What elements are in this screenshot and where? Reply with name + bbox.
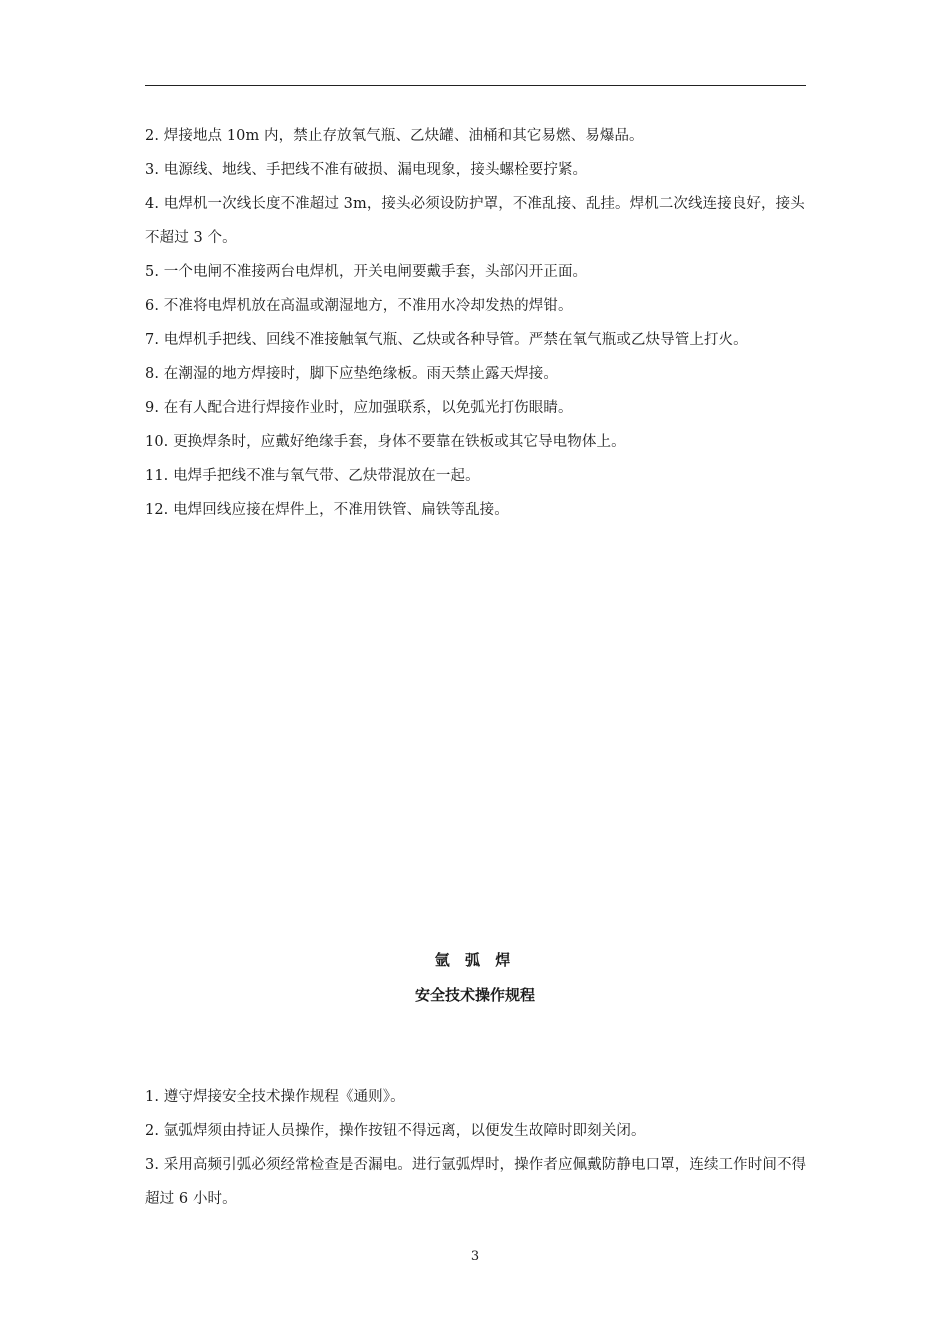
argon-rule-item-3: 3. 采用高频引弧必须经常检查是否漏电。进行氩弧焊时，操作者应佩戴防静电口罩，连续工作时间不得超过 6 小时。: [145, 1157, 807, 1207]
header-rule: [145, 85, 806, 86]
rule-item-2: 2. 焊接地点 10m 内，禁止存放氧气瓶、乙炔罐、油桶和其它易燃、易爆品。: [145, 128, 644, 144]
rule-item-3: 3. 电源线、地线、手把线不准有破损、漏电现象，接头螺栓要拧紧。: [145, 162, 588, 178]
argon-rule-item-2: 2. 氩弧焊须由持证人员操作，操作按钮不得远离，以便发生故障时即刻关闭。: [145, 1123, 646, 1139]
rule-item-7: 7. 电焊机手把线、回线不准接触氧气瓶、乙炔或各种导管。严禁在氧气瓶或乙炔导管上打火。: [145, 332, 748, 348]
argon-arc-rules-list: [145, 1080, 810, 1216]
welding-rules-list: [145, 119, 810, 527]
rule-item-9: 9. 在有人配合进行焊接作业时，应加强联系，以免弧光打伤眼睛。: [145, 400, 573, 416]
rule-item-5: 5. 一个电闸不准接两台电焊机，开关电闸要戴手套，头部闪开正面。: [145, 264, 588, 280]
rule-item-11: 11. 电焊手把线不准与氧气带、乙炔带混放在一起。: [145, 468, 480, 484]
rule-item-6: 6. 不准将电焊机放在高温或潮湿地方，不准用水冷却发热的焊钳。: [145, 298, 573, 314]
rule-item-12: 12. 电焊回线应接在焊件上，不准用铁管、扁铁等乱接。: [145, 502, 509, 518]
page-number: 3: [470, 1249, 480, 1264]
section-title: 氩 弧 焊: [434, 951, 516, 969]
rule-item-8: 8. 在潮湿的地方焊接时，脚下应垫绝缘板。雨天禁止露天焊接。: [145, 366, 558, 382]
section-subtitle: 安全技术操作规程: [414, 986, 535, 1004]
rule-item-10: 10. 更换焊条时，应戴好绝缘手套，身体不要靠在铁板或其它导电物体上。: [145, 434, 626, 450]
rule-item-4: 4. 电焊机一次线长度不准超过 3m，接头必须设防护罩，不准乱接、乱挂。焊机二次线连接良好，接头不超过 3 个。: [145, 196, 805, 246]
argon-rule-item-1: 1. 遵守焊接安全技术操作规程《通则》。: [145, 1089, 405, 1105]
